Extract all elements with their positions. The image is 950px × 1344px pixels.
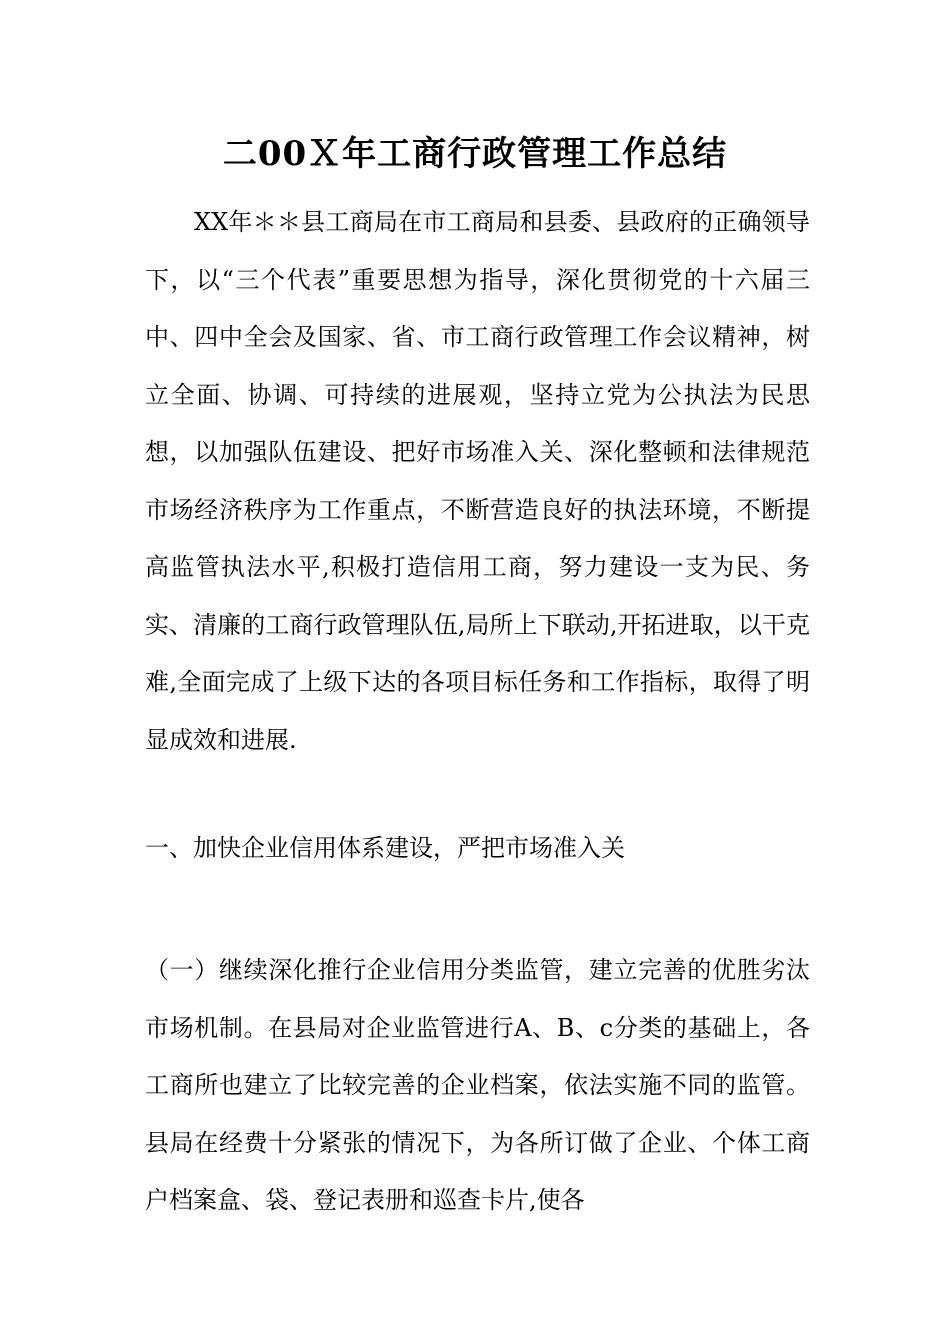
intro-paragraph: XX年＊＊县工商局在市工商局和县委、县政府的正确领导下，以“三个代表”重要思想为指导，深化贯彻党的十六届三中、四中全会及国家、省、市工商行政管理工作会议精神，树立全面、协调、可持续的进展观，坚持立党为公执法为民思想，以加强队伍建设、把好市场准入关、深化整顿和法律规范市场经济秩序为工作重点，不断营造良好的执法环境，不断提高监管执法水平,积极打造信用工商，努力建设一支为民、务实、清廉的工商行政管理队伍,局所上下联动,开拓进取，以干克难,全面完成了上级下达的各项目标任务和工作指标，取得了明显成效和进展. [145,208,810,754]
subsection-paragraph: （一）继续深化推行企业信用分类监管，建立完善的优胜劣汰市场机制。在县局对企业监管进行A、B、c分类的基础上，各工商所也建立了比较完善的企业档案，依法实施不同的监管。县局在经费十分紧张的情况下，为各所订做了企业、个体工商户档案盒、袋、登记表册和巡查卡片,使各 [145,956,810,1214]
section-heading: 一、加快企业信用体系建设，严把市场准入关 [145,834,625,862]
document-title: 二00Ｘ年工商行政管理工作总结 [222,134,728,174]
